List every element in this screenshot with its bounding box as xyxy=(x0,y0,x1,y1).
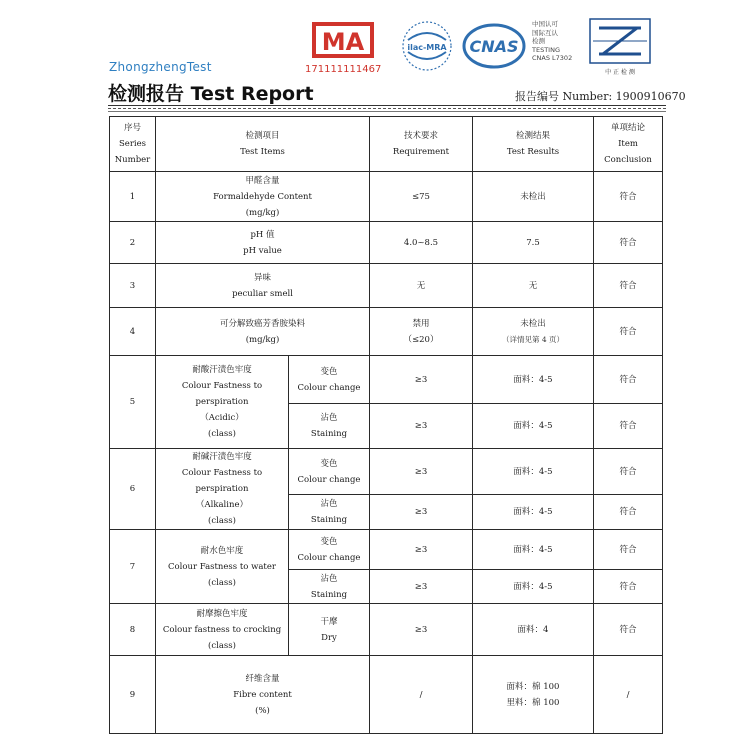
requirement: ≥3 xyxy=(370,449,473,495)
test-item: 纤维含量 Fibre content (%) xyxy=(156,656,370,734)
requirement: ≥3 xyxy=(370,570,473,604)
conclusion: 符合 xyxy=(594,570,663,604)
brand-name: ZhongzhengTest xyxy=(109,60,212,74)
cnas-mark: CNAS xyxy=(469,37,519,56)
zz-logo-caption: 中 正 检 测 xyxy=(605,69,635,76)
conclusion: 符合 xyxy=(594,530,663,570)
report-number-label: 报告编号 Number: xyxy=(515,90,613,103)
header-cell-no: 序号 Series Number xyxy=(110,117,156,172)
requirement: ≥3 xyxy=(370,356,473,404)
header-cell-result: 检测结果 Test Results xyxy=(473,117,594,172)
divider xyxy=(108,105,666,106)
cma-mark: MA xyxy=(321,28,365,56)
row-number: 2 xyxy=(110,222,156,264)
table-row xyxy=(110,530,663,570)
table-header-row xyxy=(110,117,663,172)
requirement: 禁用 （≤20） xyxy=(370,308,473,356)
conclusion: 符合 xyxy=(594,404,663,449)
requirement: ≥3 xyxy=(370,530,473,570)
conclusion: 符合 xyxy=(594,356,663,404)
test-item: 耐摩擦色牢度 Colour fastness to crocking (class) xyxy=(156,604,289,656)
sub-item: 干摩 Dry xyxy=(289,604,370,656)
cnas-text-line: 检测 xyxy=(532,37,545,45)
table-row xyxy=(110,222,663,264)
sub-item: 沾色 Staining xyxy=(289,570,370,604)
test-item: pH 值 pH value xyxy=(156,222,370,264)
table-row xyxy=(110,308,663,356)
test-item: 可分解致癌芳香胺染料 (mg/kg) xyxy=(156,308,370,356)
test-item: 耐酸汗渍色牢度 Colour Fastness to perspiration （Acidic） (class) xyxy=(156,356,289,449)
requirement: 4.0~8.5 xyxy=(370,222,473,264)
cnas-text-line: TESTING xyxy=(532,45,560,54)
table-row xyxy=(110,172,663,222)
test-item: 甲醛含量 Formaldehyde Content (mg/kg) xyxy=(156,172,370,222)
row-number: 3 xyxy=(110,264,156,308)
test-item: 耐水色牢度 Colour Fastness to water (class) xyxy=(156,530,289,604)
ilac-mra-logo-icon xyxy=(400,20,454,72)
test-result: 面料：4-5 xyxy=(473,530,594,570)
row-number: 5 xyxy=(110,356,156,449)
sub-item: 变色 Colour change xyxy=(289,530,370,570)
requirement: ≥3 xyxy=(370,604,473,656)
test-result: 面料：4 xyxy=(473,604,594,656)
cnas-logo-icon xyxy=(462,22,526,70)
conclusion: 符合 xyxy=(594,222,663,264)
divider xyxy=(108,108,666,109)
cnas-text-line: 国际互认 xyxy=(532,28,558,37)
test-results-table xyxy=(109,116,663,734)
header-cell-item: 检测项目 Test Items xyxy=(156,117,370,172)
test-result: 面料：4-5 xyxy=(473,404,594,449)
test-result: 未检出 xyxy=(473,172,594,222)
requirement: ≥3 xyxy=(370,495,473,530)
table-row xyxy=(110,264,663,308)
conclusion: 符合 xyxy=(594,264,663,308)
requirement: ≤75 xyxy=(370,172,473,222)
row-number: 9 xyxy=(110,656,156,734)
conclusion: 符合 xyxy=(594,172,663,222)
test-item: 耐碱汗渍色牢度 Colour Fastness to perspiration （Alkaline） (class) xyxy=(156,449,289,530)
cnas-caption xyxy=(532,20,572,63)
sub-item: 变色 Colour change xyxy=(289,449,370,495)
table-row xyxy=(110,356,663,404)
row-number: 7 xyxy=(110,530,156,604)
requirement: ≥3 xyxy=(370,404,473,449)
requirement: 无 xyxy=(370,264,473,308)
cnas-text-line: CNAS L7302 xyxy=(532,54,573,62)
report-number xyxy=(515,88,686,104)
test-item: 异味 peculiar smell xyxy=(156,264,370,308)
sub-item: 变色 Colour change xyxy=(289,356,370,404)
table-row xyxy=(110,604,663,656)
cma-number: 171111111467 xyxy=(305,64,382,75)
test-result: 面料：4-5 xyxy=(473,356,594,404)
header-cell-requirement: 技术要求 Requirement xyxy=(370,117,473,172)
row-number: 4 xyxy=(110,308,156,356)
test-result: 无 xyxy=(473,264,594,308)
cnas-text-line: 中国认可 xyxy=(532,20,558,28)
sub-item: 沾色 Staining xyxy=(289,404,370,449)
header-cell-conclusion: 单项结论 Item Conclusion xyxy=(594,117,663,172)
row-number: 8 xyxy=(110,604,156,656)
zhongzheng-logo-icon xyxy=(587,16,653,78)
conclusion: 符合 xyxy=(594,604,663,656)
test-result: 面料：棉 100 里料：棉 100 xyxy=(473,656,594,734)
test-result: 未检出 （详情见第 4 页） xyxy=(473,308,594,356)
requirement: / xyxy=(370,656,473,734)
report-number-value: 1900910670 xyxy=(615,90,686,103)
ilac-mark: ilac-MRA xyxy=(407,43,447,52)
conclusion: 符合 xyxy=(594,449,663,495)
table-row xyxy=(110,449,663,495)
test-result: 面料：4-5 xyxy=(473,570,594,604)
table-row xyxy=(110,656,663,734)
sub-item: 沾色 Staining xyxy=(289,495,370,530)
report-title: 检测报告 Test Report xyxy=(108,83,314,105)
row-number: 1 xyxy=(110,172,156,222)
divider xyxy=(108,111,666,112)
conclusion: / xyxy=(594,656,663,734)
test-result: 7.5 xyxy=(473,222,594,264)
test-result: 面料：4-5 xyxy=(473,495,594,530)
row-number: 6 xyxy=(110,449,156,530)
conclusion: 符合 xyxy=(594,308,663,356)
test-result: 面料：4-5 xyxy=(473,449,594,495)
conclusion: 符合 xyxy=(594,495,663,530)
